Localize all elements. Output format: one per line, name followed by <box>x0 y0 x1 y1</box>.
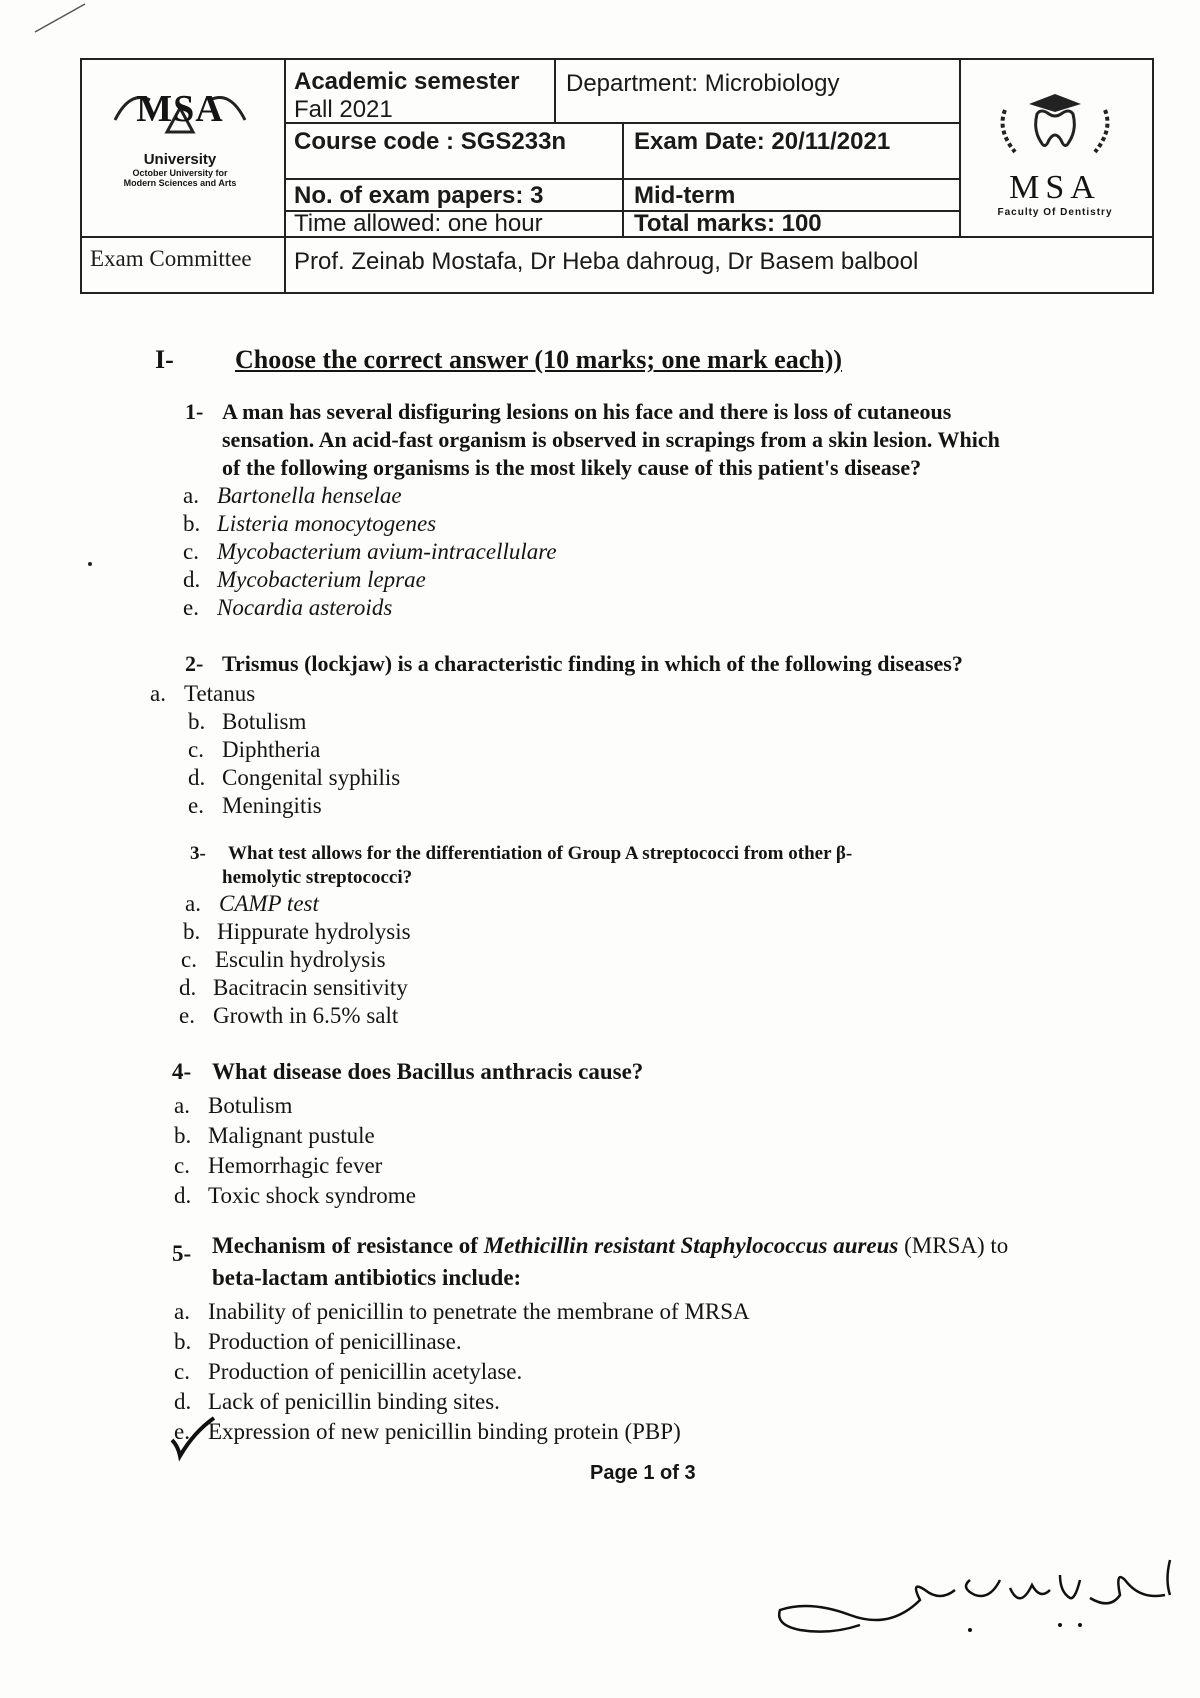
question-text-italic: Methicillin resistant Staphylococcus aureus <box>483 1233 899 1258</box>
option-text: Congenital syphilis <box>222 765 401 790</box>
question-text-line: What disease does Bacillus anthracis cause? <box>212 1059 644 1084</box>
left-logo-name: MSA <box>136 88 224 130</box>
course-code-cell: Course code : SGS233n <box>294 128 567 155</box>
option-text: Inability of penicillin to penetrate the membrane of MRSA <box>208 1299 750 1324</box>
option-text: Lack of penicillin binding sites. <box>208 1389 500 1414</box>
option-letter: c. <box>174 1153 190 1178</box>
answer-option[interactable] <box>174 1182 416 1210</box>
question-number: 5- <box>172 1241 192 1266</box>
option-text: Production of penicillin acetylase. <box>208 1359 523 1384</box>
answer-option[interactable] <box>183 538 557 566</box>
option-letter: b. <box>183 511 201 536</box>
question-text-line: A man has several disfiguring lesions on his face and there is loss of cutaneous <box>222 399 952 424</box>
answer-option[interactable] <box>174 1122 375 1150</box>
answer-option[interactable] <box>174 1152 382 1180</box>
option-letter: a. <box>150 681 166 706</box>
semester-label: Academic semester <box>294 68 520 95</box>
answer-option[interactable] <box>181 946 386 974</box>
option-text: Toxic shock syndrome <box>208 1183 416 1208</box>
question-text-line: Trismus (lockjaw) is a characteristic finding in which of the following diseases? <box>222 651 963 676</box>
left-logo-line1: University <box>143 151 217 168</box>
answer-option[interactable] <box>183 510 436 538</box>
option-text: Nocardia asteroids <box>217 595 393 620</box>
exam-papers-cell: No. of exam papers: 3 <box>294 182 544 209</box>
answer-option[interactable] <box>174 1298 750 1326</box>
answer-option[interactable] <box>183 482 402 510</box>
option-text: Botulism <box>208 1093 293 1118</box>
answer-option[interactable] <box>179 1002 398 1030</box>
option-letter: a. <box>183 483 199 508</box>
semester-value: Fall 2021 <box>294 96 393 123</box>
question-number: 3- <box>190 843 206 864</box>
time-allowed-cell: Time allowed: one hour <box>294 210 543 237</box>
exam-date-cell: Exam Date: 20/11/2021 <box>634 128 891 155</box>
option-text: Botulism <box>222 709 307 734</box>
question-text-part: Mechanism of resistance of <box>212 1233 478 1258</box>
option-text: Bacitracin sensitivity <box>213 975 408 1000</box>
question-text-line: of the following organisms is the most likely cause of this patient's disease? <box>222 455 922 480</box>
handwritten-signature <box>770 1540 1190 1650</box>
section-number: I- <box>155 345 174 374</box>
left-logo-line2: October University for <box>132 168 228 178</box>
question-text-line: beta-lactam antibiotics include: <box>212 1265 522 1290</box>
option-letter: c. <box>183 539 199 564</box>
answer-option[interactable] <box>174 1328 462 1356</box>
committee-value: Prof. Zeinab Mostafa, Dr Heba dahroug, Dr Basem balbool <box>294 248 919 275</box>
page-number: Page 1 of 3 <box>590 1462 696 1484</box>
option-letter: d. <box>174 1183 192 1208</box>
option-text: Mycobacterium leprae <box>217 567 426 592</box>
msa-university-logo <box>90 80 270 250</box>
option-letter: c. <box>174 1359 190 1384</box>
question-text-part: (MRSA) to <box>904 1233 1009 1258</box>
section-heading <box>155 345 843 375</box>
option-text: Tetanus <box>184 681 256 706</box>
exam-header-table <box>80 58 1154 294</box>
committee-label: Exam Committee <box>90 246 252 271</box>
department-cell: Department: Microbiology <box>566 70 840 97</box>
option-letter: b. <box>174 1123 192 1148</box>
answer-option[interactable] <box>183 594 392 622</box>
question-text-line <box>212 1232 1008 1260</box>
answer-option[interactable] <box>188 736 320 764</box>
total-marks-cell: Total marks: 100 <box>634 210 822 237</box>
option-text: Bartonella henselae <box>217 483 402 508</box>
option-letter: d. <box>179 975 197 1000</box>
option-letter: d. <box>174 1389 192 1414</box>
answer-option[interactable] <box>174 1388 500 1416</box>
pen-mark <box>30 0 90 40</box>
option-text: CAMP test <box>219 891 319 916</box>
option-text: Diphtheria <box>222 737 321 762</box>
option-letter: b. <box>183 919 201 944</box>
answer-checkmark-icon <box>168 1412 218 1462</box>
question-number: 4- <box>172 1059 192 1084</box>
option-letter: a. <box>174 1093 190 1118</box>
exam-type-cell: Mid-term <box>634 182 736 209</box>
answer-option[interactable] <box>185 890 319 918</box>
answer-option[interactable] <box>179 974 408 1002</box>
question-text-line: hemolytic streptococci? <box>222 867 413 888</box>
option-text: Esculin hydrolysis <box>215 947 386 972</box>
option-text: Growth in 6.5% salt <box>213 1003 399 1028</box>
section-title: Choose the correct answer (10 marks; one mark each)) <box>235 345 843 374</box>
option-letter: b. <box>174 1329 192 1354</box>
question-text-line: sensation. An acid-fast organism is observed in scrapings from a skin lesion. Which <box>222 427 1000 452</box>
question-number: 1- <box>185 399 204 424</box>
answer-option[interactable] <box>188 708 306 736</box>
option-text: Meningitis <box>222 793 322 818</box>
right-logo-name: MSA <box>1009 169 1101 206</box>
answer-option[interactable] <box>183 566 426 594</box>
answer-option[interactable] <box>188 792 322 820</box>
answer-option[interactable] <box>174 1092 292 1120</box>
right-logo-subtitle: Faculty Of Dentistry <box>997 207 1113 218</box>
option-text: Listeria monocytogenes <box>217 511 437 536</box>
answer-option[interactable] <box>188 764 400 792</box>
answer-option[interactable] <box>174 1358 522 1386</box>
option-letter: d. <box>188 765 206 790</box>
question-text-line: What test allows for the differentiation of Group A streptococci from other β- <box>228 843 853 864</box>
option-letter: e. <box>174 1419 190 1444</box>
option-text: Hemorrhagic fever <box>208 1153 383 1178</box>
left-logo-line3: Modern Sciences and Arts <box>123 178 237 188</box>
answer-option[interactable] <box>150 680 255 708</box>
option-letter: a. <box>174 1299 190 1324</box>
option-text: Hippurate hydrolysis <box>217 919 411 944</box>
option-letter: e. <box>179 1003 195 1028</box>
answer-option[interactable] <box>183 918 411 946</box>
option-letter: e. <box>183 595 199 620</box>
option-text: Malignant pustule <box>208 1123 375 1148</box>
scan-speck <box>88 562 92 566</box>
option-letter: c. <box>188 737 204 762</box>
tooth-graduation-icon <box>985 90 1125 160</box>
option-text: Expression of new penicillin binding protein (PBP) <box>208 1419 681 1444</box>
option-letter: a. <box>185 891 201 916</box>
option-letter: d. <box>183 567 201 592</box>
answer-option[interactable] <box>174 1418 681 1446</box>
faculty-of-dentistry-logo <box>960 90 1150 220</box>
option-text: Production of penicillinase. <box>208 1329 462 1354</box>
option-text: Mycobacterium avium-intracellulare <box>217 539 557 564</box>
question-number: 2- <box>185 651 204 676</box>
option-letter: e. <box>188 793 204 818</box>
option-letter: b. <box>188 709 206 734</box>
option-letter: c. <box>181 947 197 972</box>
